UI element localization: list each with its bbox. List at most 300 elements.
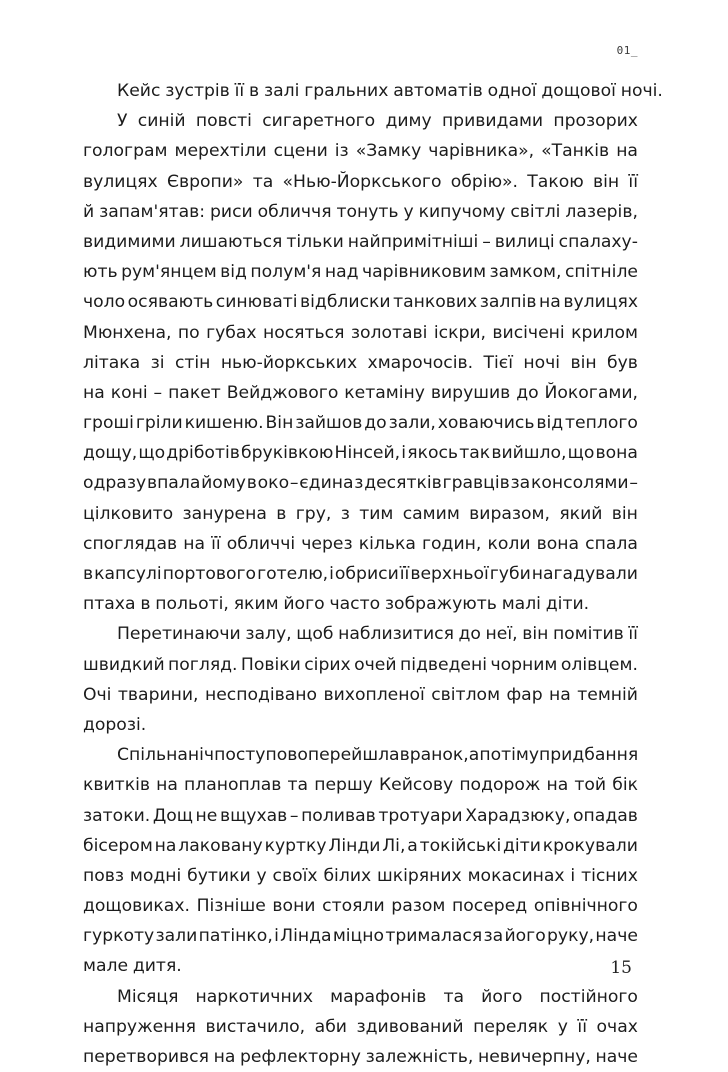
word: Дощ [152, 805, 193, 826]
word: на [539, 292, 561, 313]
word: аби [314, 1016, 347, 1037]
word: очей [354, 654, 397, 675]
word: полум'я [250, 262, 322, 283]
word: «Нью-Йоркського [282, 171, 442, 192]
word: одразу [83, 473, 147, 494]
word: вийшло, [491, 443, 567, 464]
word: квитків [83, 775, 150, 796]
word: гравців [442, 473, 510, 494]
page-number: 15 [610, 958, 632, 978]
word: бісером [83, 835, 153, 856]
text-line [83, 106, 638, 136]
word: наблизитися [338, 624, 454, 645]
word: на [156, 775, 178, 796]
word: від [220, 262, 247, 283]
text-line [83, 408, 638, 438]
word: крилом [571, 322, 638, 343]
word: кипучому [418, 201, 506, 222]
word: дощовиках. [83, 896, 190, 917]
word: в [249, 81, 260, 101]
word: дощу, [83, 443, 138, 464]
word: а [407, 835, 418, 856]
word: на [183, 533, 205, 554]
word: іскри, [433, 322, 486, 343]
word: і [329, 564, 334, 584]
word: сірих [304, 654, 351, 675]
word: і [274, 926, 279, 947]
word: гуркоту [83, 926, 155, 947]
word: її [234, 81, 245, 101]
word: напруження [83, 1016, 196, 1037]
word: Кейсову [378, 775, 454, 796]
word: що [138, 443, 166, 464]
word: обличчя [257, 201, 332, 222]
word: привидами [441, 111, 544, 132]
word: – [153, 382, 163, 403]
word: темній [577, 684, 638, 705]
word: чорним [490, 654, 558, 675]
word: її [211, 533, 221, 554]
word: золотаві [350, 322, 428, 343]
word: прозорих [553, 111, 638, 132]
word: кетаміну [344, 382, 425, 403]
text-line [83, 197, 638, 227]
word: єдина [299, 473, 354, 494]
word: зайшов [295, 413, 363, 434]
word: та [443, 986, 465, 1007]
word: лазерів, [565, 201, 638, 222]
word: вона [536, 533, 580, 554]
word: через [301, 533, 353, 554]
word: вихопленої [323, 684, 425, 705]
word: чарівниковим [361, 262, 487, 283]
word: готелю, [257, 564, 329, 584]
text-line [83, 499, 638, 529]
word: шкіряних [377, 865, 462, 886]
word: фар [506, 684, 543, 705]
word: переляк [473, 1016, 549, 1037]
word: подорож [459, 775, 541, 796]
word: перетворився [83, 1047, 209, 1067]
word: від [536, 413, 564, 434]
word: її [628, 624, 638, 645]
word: обриси [334, 564, 399, 584]
word: наче [595, 1047, 638, 1067]
text-line [83, 740, 638, 770]
text-line [83, 559, 638, 589]
word: ніч [187, 745, 215, 766]
word: до [458, 624, 481, 645]
word: диму [385, 111, 432, 132]
word: найпримітніші [347, 231, 479, 252]
word: той [574, 775, 607, 796]
word: із [334, 141, 349, 162]
word: у [403, 201, 414, 222]
word: поступово [214, 745, 308, 766]
word: у [256, 865, 267, 886]
word: обрію». [450, 171, 519, 192]
word: олівцем. [560, 654, 638, 675]
word: автоматів [393, 81, 483, 101]
text-line [83, 680, 638, 710]
word: за [510, 473, 531, 494]
word: своїх [272, 865, 318, 886]
word: виразом, [469, 503, 550, 524]
word: в [246, 473, 257, 494]
text-line [83, 982, 638, 1012]
word: стояли [322, 896, 385, 917]
word: на [154, 835, 177, 856]
word: Лінди [328, 835, 381, 856]
word: Він [265, 413, 294, 434]
word: швидкий [83, 654, 165, 675]
word: зали, [388, 413, 436, 434]
word: Спільна [117, 745, 188, 766]
word: чарівника», [428, 141, 535, 162]
word: і [570, 865, 576, 886]
word: літака [83, 352, 141, 373]
word: модні [129, 865, 182, 886]
word: її [399, 564, 410, 584]
word: синюваті [215, 292, 298, 313]
text-line [83, 468, 638, 498]
word: – [289, 473, 299, 494]
word: його [283, 594, 325, 615]
word: риси [209, 201, 253, 222]
word: світлом [431, 684, 501, 705]
word: Нінсей, [334, 443, 401, 464]
text-line [83, 76, 663, 106]
word: ховаючись [437, 413, 535, 434]
text-line [83, 348, 638, 378]
word: чоло [83, 292, 126, 313]
word: портового [162, 564, 257, 584]
word: посеред [452, 896, 528, 917]
word: поливав [301, 805, 376, 826]
word: до [364, 413, 387, 434]
word: дитя. [132, 956, 182, 977]
word: голограм [83, 141, 168, 162]
word: на [549, 684, 571, 705]
word: її [577, 1016, 587, 1037]
word: лаковану [178, 835, 263, 856]
word: наркотичних [195, 986, 314, 1007]
word: часто [329, 594, 381, 615]
word: вона [595, 443, 638, 464]
word: білих [323, 865, 372, 886]
word: залежність, [365, 1047, 474, 1067]
text-line [83, 257, 638, 287]
word: першу [314, 775, 373, 796]
word: діти. [545, 594, 590, 615]
word: в [399, 745, 410, 766]
word: У [117, 111, 128, 132]
word: гріли [135, 413, 183, 434]
word: у [557, 1016, 568, 1037]
word: гральних [304, 81, 389, 101]
word: «Танків [541, 141, 610, 162]
word: замком, [489, 262, 562, 283]
word: на [83, 382, 105, 403]
text-line [83, 891, 638, 921]
word: гру, [295, 503, 332, 524]
word: птаха [83, 594, 136, 615]
word: він [592, 171, 620, 192]
word: споглядав [83, 533, 178, 554]
word: зустрів [165, 81, 230, 101]
word: а [468, 745, 480, 766]
text-line [83, 136, 638, 166]
word: зі [150, 352, 165, 373]
word: коли [487, 533, 531, 554]
word: здивований [356, 1016, 464, 1037]
word: вистачило, [205, 1016, 306, 1037]
word: Перетинаючи [117, 624, 241, 645]
word: якось [407, 443, 459, 464]
word: цілковито [83, 503, 174, 524]
word: ють [83, 262, 118, 283]
word: зали [155, 926, 198, 947]
word: вони [272, 896, 316, 917]
word: Вейджового [226, 382, 339, 403]
word: він [611, 503, 638, 524]
word: та [252, 171, 274, 192]
word: ночі. [620, 81, 663, 101]
text-line [83, 1012, 638, 1042]
word: дорозі. [83, 714, 147, 735]
text-line [83, 619, 638, 649]
word: вщухав [219, 805, 288, 826]
word: вулицях [563, 292, 638, 313]
word: йому [201, 473, 246, 494]
text-line [83, 861, 638, 891]
word: Такою [527, 171, 584, 192]
word: світлі [510, 201, 561, 222]
text-line [83, 921, 638, 951]
word: у [528, 745, 540, 766]
text-line [83, 831, 638, 861]
word: він [570, 352, 597, 373]
word: токійські [419, 835, 502, 856]
text-line [83, 318, 638, 348]
text-line [83, 167, 638, 197]
word: мерехтіли [174, 141, 267, 162]
word: Місяця [117, 986, 179, 1007]
word: одної [487, 81, 537, 101]
text-line [83, 529, 638, 559]
word: та [287, 775, 309, 796]
word: тим [359, 503, 394, 524]
word: Кейс [117, 81, 161, 101]
word: відблиски [300, 292, 391, 313]
word: бік [612, 775, 638, 796]
text-line [83, 438, 638, 468]
word: Харадзюку, [465, 805, 571, 826]
word: око [257, 473, 290, 494]
word: десятків [364, 473, 442, 494]
word: в [83, 564, 94, 584]
word: запам'ятав: [99, 201, 206, 222]
word: консолями [531, 473, 629, 494]
word: рефлекторну [239, 1047, 361, 1067]
word: залі [263, 81, 300, 101]
word: ранок, [409, 745, 469, 766]
word: патінко, [198, 926, 273, 947]
word: осявають [127, 292, 214, 313]
word: зображують [384, 594, 497, 615]
word: лишаються [179, 231, 283, 252]
word: повз [83, 865, 125, 886]
word: вулицях [83, 171, 158, 192]
word: що [567, 443, 595, 464]
word: з [354, 473, 364, 494]
word: планоплав [184, 775, 282, 796]
word: залу, [245, 624, 292, 645]
word: Лінда [280, 926, 332, 947]
word: рум'янцем [121, 262, 217, 283]
word: малі [501, 594, 541, 615]
word: – [482, 231, 491, 252]
word: невичерпну, [478, 1047, 591, 1067]
word: кілька [358, 533, 416, 554]
word: на [616, 141, 638, 162]
word: так [459, 443, 491, 464]
word: синій [137, 111, 186, 132]
word: він [522, 624, 549, 645]
word: куртку [264, 835, 327, 856]
word: вилиці [494, 231, 555, 252]
word: Пізніше [196, 896, 266, 917]
text-line [83, 589, 638, 619]
word: губах [206, 322, 257, 343]
word: дощової [541, 81, 616, 101]
word: Лі, [382, 835, 406, 856]
word: яким [233, 594, 279, 615]
word: годин, [422, 533, 482, 554]
word: підведені [399, 654, 488, 675]
word: трималася [385, 926, 483, 947]
word: по [177, 322, 200, 343]
word: стін [174, 352, 211, 373]
word: з [340, 503, 350, 524]
text-line [83, 650, 638, 680]
word: тонуть [336, 201, 399, 222]
word: перейшла [307, 745, 400, 766]
word: теплого [565, 413, 638, 434]
word: самим [402, 503, 460, 524]
word: видимими [83, 231, 176, 252]
word: погляд. [168, 654, 238, 675]
body-text [83, 76, 663, 1072]
word: носяться [262, 322, 345, 343]
word: хмарочосів. [367, 352, 474, 373]
word: занурена [182, 503, 267, 524]
word: разом [391, 896, 446, 917]
word: повсті [195, 111, 252, 132]
word: тварини, [117, 684, 199, 705]
word: дріботів [166, 443, 240, 464]
word: верхньої [410, 564, 489, 584]
word: й [83, 201, 95, 222]
word: бруківкою [241, 443, 334, 464]
word: потім [479, 745, 529, 766]
word: гроші [83, 413, 134, 434]
word: – [289, 805, 299, 826]
word: за [483, 926, 504, 947]
word: опадав [573, 805, 638, 826]
word: його [504, 926, 546, 947]
word: спалаху- [558, 231, 638, 252]
word: його [481, 986, 523, 1007]
word: тротуари [378, 805, 463, 826]
word: мале [83, 956, 129, 977]
word: на [213, 1047, 236, 1067]
word: в [140, 594, 151, 615]
word: спітніле [564, 262, 638, 283]
word: над [324, 262, 359, 283]
word: – [629, 473, 638, 494]
word: нагадували [531, 564, 638, 584]
word: Йокогами, [544, 382, 638, 403]
word: до [516, 382, 539, 403]
word: кишеню. [184, 413, 264, 434]
word: сигаретного [262, 111, 376, 132]
word: наче [595, 926, 638, 947]
text-line [83, 770, 638, 800]
word: залпів [479, 292, 537, 313]
text-line [83, 287, 638, 317]
text-line [83, 710, 638, 740]
word: польоті, [155, 594, 229, 615]
word: Очі [83, 684, 112, 705]
word: затоки. [83, 805, 151, 826]
word: сцени [273, 141, 328, 162]
word: тільки [286, 231, 344, 252]
word: був [607, 352, 638, 373]
word: в [276, 503, 287, 524]
word: впала [146, 473, 201, 494]
word: спала [585, 533, 638, 554]
word: тісних [581, 865, 638, 886]
word: висічені [492, 322, 565, 343]
word: який [559, 503, 603, 524]
word: бутики [187, 865, 251, 886]
word: крокували [542, 835, 638, 856]
word: очах [596, 1016, 638, 1037]
word: ночі [523, 352, 561, 373]
word: Європи» [166, 171, 244, 192]
text-line [83, 951, 638, 981]
word: опівнічного [533, 896, 638, 917]
word: Тієї [483, 352, 513, 373]
word: на [546, 775, 569, 796]
text-line [83, 378, 638, 408]
word: помітив [552, 624, 624, 645]
word: мокасинах [467, 865, 565, 886]
word: марафонів [330, 986, 427, 1007]
word: несподівано [204, 684, 318, 705]
text-line [83, 1042, 638, 1072]
word: Мюнхена, [83, 322, 172, 343]
word: придбання [539, 745, 639, 766]
word: не [195, 805, 218, 826]
text-line [83, 801, 638, 831]
word: «Замку [355, 141, 422, 162]
word: коні [110, 382, 148, 403]
word: обличчі [226, 533, 296, 554]
word: діти [503, 835, 541, 856]
word: Повіки [240, 654, 301, 675]
